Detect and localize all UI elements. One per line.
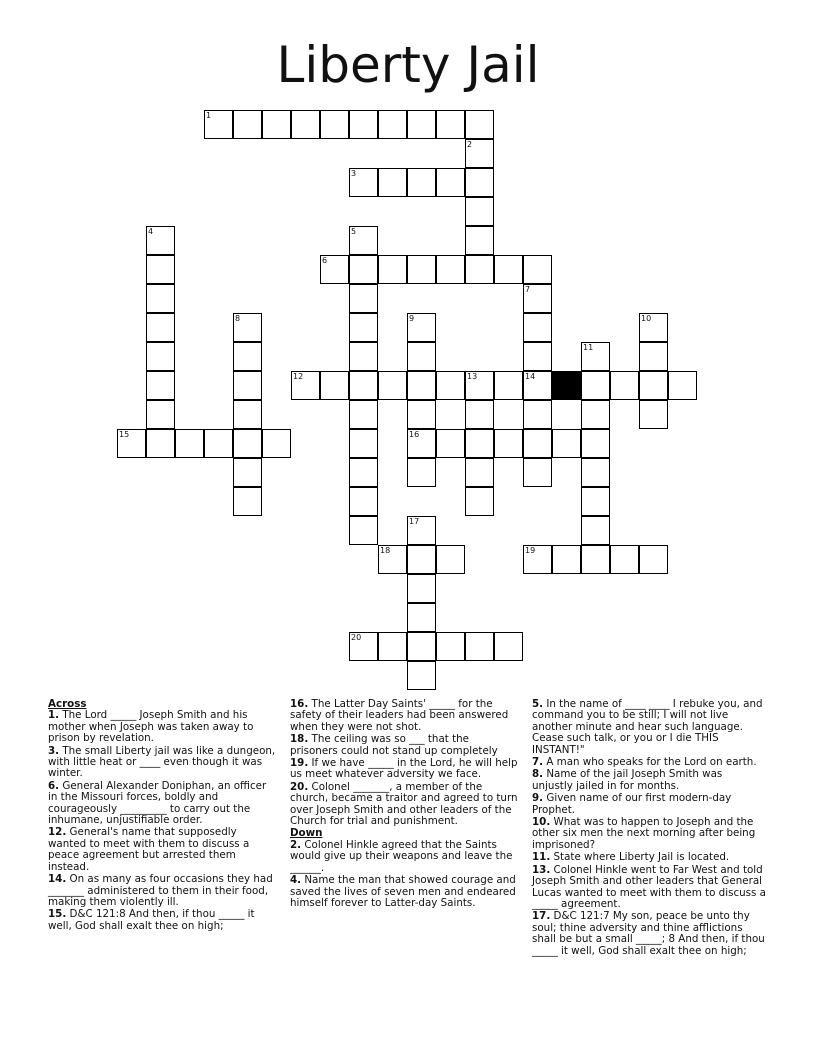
- across-clue-list: [48, 710, 276, 932]
- clue-text: D&C 121:8 And then, if thou _____ it well, God shall exalt thee on high;: [48, 908, 255, 932]
- grid-cell[interactable]: [407, 255, 436, 284]
- clue-text: The Latter Day Saints' _____ for the safety of their leaders had been answered when they were not shot.: [290, 698, 509, 733]
- clue: [290, 699, 518, 733]
- grid-cell[interactable]: [436, 110, 465, 139]
- grid-cell[interactable]: [523, 342, 552, 371]
- clue: [532, 769, 766, 792]
- grid-cell[interactable]: [639, 400, 668, 429]
- grid-cell[interactable]: [349, 284, 378, 313]
- clue: [532, 911, 766, 957]
- clue-number: 19: [525, 546, 536, 555]
- grid-cell[interactable]: [552, 429, 581, 458]
- grid-cell[interactable]: [639, 545, 668, 574]
- clue: [290, 875, 518, 909]
- grid-cell[interactable]: [436, 632, 465, 661]
- clue: [48, 874, 276, 908]
- grid-cell[interactable]: [581, 516, 610, 545]
- clue: [48, 909, 276, 932]
- clue-number: 7.: [532, 756, 544, 769]
- grid-cell[interactable]: [523, 371, 552, 400]
- clue-number: 3.: [48, 744, 60, 757]
- clue-number: 18: [380, 546, 391, 555]
- clue-text: The small Liberty jail was like a dungeon, with little heat or ____ even though it was winter.: [48, 744, 276, 780]
- grid-cell[interactable]: [378, 255, 407, 284]
- puzzle-title: Liberty Jail: [276, 36, 540, 94]
- down-clue-list-continued: [532, 699, 766, 957]
- grid-cell[interactable]: [320, 371, 349, 400]
- grid-cell[interactable]: [639, 342, 668, 371]
- grid-cell[interactable]: [378, 110, 407, 139]
- grid-cell[interactable]: [233, 400, 262, 429]
- grid-cell[interactable]: [146, 255, 175, 284]
- clue-number: 18.: [290, 733, 309, 746]
- grid-cell[interactable]: [175, 429, 204, 458]
- clue-number: 8: [235, 314, 241, 323]
- grid-cell[interactable]: [639, 313, 668, 342]
- clue: [532, 865, 766, 911]
- grid-cell[interactable]: [117, 429, 146, 458]
- grid-cell[interactable]: [378, 371, 407, 400]
- grid-cell[interactable]: [146, 284, 175, 313]
- clue: [532, 793, 766, 816]
- grid-cell[interactable]: [407, 110, 436, 139]
- clue-text: General Alexander Doniphan, an officer in the Missouri forces, boldly and courageously _________ to carry out the inhumane, unjustifiable order.: [48, 779, 267, 827]
- clue-number: 15: [119, 430, 130, 439]
- clue-text: Name of the jail Joseph Smith was unjustly jailed in for months.: [532, 768, 723, 792]
- grid-cell[interactable]: [465, 168, 494, 197]
- grid-cell[interactable]: [581, 429, 610, 458]
- grid-cell[interactable]: [465, 632, 494, 661]
- black-cell: [552, 371, 581, 400]
- grid-cell[interactable]: [523, 429, 552, 458]
- grid-cell[interactable]: [349, 429, 378, 458]
- clue: [532, 757, 766, 768]
- grid-cell[interactable]: [146, 400, 175, 429]
- grid-cell[interactable]: [349, 632, 378, 661]
- clue: [532, 852, 766, 863]
- grid-cell[interactable]: [407, 342, 436, 371]
- clue-number: 7: [525, 285, 531, 294]
- clue: [290, 782, 518, 828]
- grid-cell[interactable]: [233, 429, 262, 458]
- grid-cell[interactable]: [146, 226, 175, 255]
- grid-cell[interactable]: [407, 168, 436, 197]
- clue: [290, 734, 518, 757]
- grid-cell[interactable]: [465, 255, 494, 284]
- clue-number: 13.: [532, 863, 551, 876]
- grid-cell[interactable]: [436, 545, 465, 574]
- grid-cell[interactable]: [407, 574, 436, 603]
- clues-column-2: [290, 699, 518, 910]
- grid-cell[interactable]: [320, 110, 349, 139]
- grid-cell[interactable]: [407, 545, 436, 574]
- grid-cell[interactable]: [233, 313, 262, 342]
- grid-cell[interactable]: [436, 255, 465, 284]
- grid-cell[interactable]: [494, 255, 523, 284]
- grid-cell[interactable]: [581, 545, 610, 574]
- grid-cell[interactable]: [146, 342, 175, 371]
- grid-cell[interactable]: [291, 110, 320, 139]
- grid-cell[interactable]: [668, 371, 697, 400]
- grid-cell[interactable]: [262, 110, 291, 139]
- grid-cell[interactable]: [465, 487, 494, 516]
- clue-number: 6.: [48, 779, 60, 792]
- grid-cell[interactable]: [465, 226, 494, 255]
- grid-cell[interactable]: [407, 458, 436, 487]
- clue-number: 4: [148, 227, 154, 236]
- grid-cell[interactable]: [552, 545, 581, 574]
- clue-text: Colonel Hinkle went to Far West and told Joseph Smith and other leaders that General Lucas wanted to meet with them to discuss a _____ agreement.: [532, 863, 766, 910]
- grid-cell[interactable]: [349, 313, 378, 342]
- grid-cell[interactable]: [436, 371, 465, 400]
- grid-cell[interactable]: [465, 371, 494, 400]
- grid-cell[interactable]: [523, 313, 552, 342]
- grid-cell[interactable]: [349, 168, 378, 197]
- clue-number: 9: [409, 314, 415, 323]
- clue-number: 12.: [48, 826, 67, 839]
- clue-number: 20.: [290, 780, 309, 793]
- clue-number: 4.: [290, 874, 302, 887]
- clue-number: 16.: [290, 698, 309, 710]
- clue-number: 13: [467, 372, 478, 381]
- clue-number: 14.: [48, 873, 67, 886]
- clue-text: Given name of our first modern-day Prophet.: [532, 792, 732, 816]
- grid-cell[interactable]: [610, 371, 639, 400]
- grid-cell[interactable]: [523, 255, 552, 284]
- clue-number: 5: [351, 227, 357, 236]
- clue: [48, 746, 276, 780]
- clue-number: 20: [351, 633, 362, 642]
- grid-cell[interactable]: [349, 458, 378, 487]
- grid-cell[interactable]: [378, 632, 407, 661]
- clue: [532, 699, 766, 756]
- clue-number: 14: [525, 372, 536, 381]
- grid-cell[interactable]: [581, 371, 610, 400]
- grid-cell[interactable]: [436, 429, 465, 458]
- grid-cell[interactable]: [523, 545, 552, 574]
- grid-cell[interactable]: [581, 458, 610, 487]
- grid-cell[interactable]: [349, 110, 378, 139]
- clue-number: 1: [206, 111, 212, 120]
- clue: [48, 781, 276, 827]
- grid-cell[interactable]: [639, 371, 668, 400]
- clue-number: 2: [467, 140, 473, 149]
- grid-cell[interactable]: [581, 487, 610, 516]
- grid-cell[interactable]: [494, 632, 523, 661]
- down-header: Down: [290, 827, 323, 840]
- clue-text: General's name that supposedly wanted to meet with them to discuss a peace agreement but arrested them instead.: [48, 826, 250, 873]
- clue-text: State where Liberty Jail is located.: [550, 851, 730, 864]
- grid-cell[interactable]: [233, 487, 262, 516]
- grid-cell[interactable]: [204, 429, 233, 458]
- grid-cell[interactable]: [262, 429, 291, 458]
- clue-text: The ceiling was so ___ that the prisoners could not stand up completely: [290, 733, 498, 757]
- across-header: Across: [48, 698, 87, 710]
- clue-number: 6: [322, 256, 328, 265]
- grid-cell[interactable]: [407, 516, 436, 545]
- grid-cell[interactable]: [233, 342, 262, 371]
- clue-number: 5.: [532, 698, 544, 710]
- clue: [48, 710, 276, 744]
- grid-cell[interactable]: [465, 429, 494, 458]
- clue-number: 16: [409, 430, 420, 439]
- grid-cell[interactable]: [407, 371, 436, 400]
- grid-cell[interactable]: [407, 313, 436, 342]
- grid-cell[interactable]: [523, 458, 552, 487]
- clue-text: A man who speaks for the Lord on earth.: [543, 756, 757, 769]
- grid-cell[interactable]: [407, 400, 436, 429]
- grid-cell[interactable]: [233, 371, 262, 400]
- grid-cell[interactable]: [349, 371, 378, 400]
- grid-cell[interactable]: [291, 371, 320, 400]
- clue-number: 17: [409, 517, 420, 526]
- clue-text: Name the man that showed courage and saved the lives of seven men and endeared himself forever to Latter-day Saints.: [290, 874, 516, 909]
- down-clue-list: [290, 840, 518, 909]
- grid-cell[interactable]: [320, 255, 349, 284]
- grid-cell[interactable]: [349, 255, 378, 284]
- clue-number: 11.: [532, 851, 551, 864]
- grid-cell[interactable]: [494, 371, 523, 400]
- clue-number: 19.: [290, 757, 309, 770]
- grid-cell[interactable]: [146, 429, 175, 458]
- grid-cell[interactable]: [349, 516, 378, 545]
- clue-number: 9.: [532, 792, 544, 805]
- grid-cell[interactable]: [465, 458, 494, 487]
- grid-cell[interactable]: [378, 168, 407, 197]
- clue-text: The Lord _____ Joseph Smith and his mother when Joseph was taken away to prison by revelation.: [48, 709, 254, 745]
- grid-cell[interactable]: [349, 487, 378, 516]
- clue-number: 10.: [532, 816, 551, 829]
- clue-text: In the name of ____ ____ I rebuke you, and command you to be still; I will not live another minute and hear such language. Cease such talk, or you or I die THIS INSTANT!": [532, 698, 763, 756]
- clue-text: Colonel _______, a member of the church, became a traitor and agreed to turn over Joseph Smith and other leaders of the Church for trial and punishment.: [290, 780, 518, 828]
- grid-cell[interactable]: [349, 342, 378, 371]
- clue-text: Colonel Hinkle agreed that the Saints would give up their weapons and leave the ______.: [290, 838, 513, 874]
- clue-number: 3: [351, 169, 357, 178]
- clue-number: 15.: [48, 908, 67, 921]
- grid-cell[interactable]: [494, 429, 523, 458]
- grid-cell[interactable]: [146, 371, 175, 400]
- grid-cell[interactable]: [349, 226, 378, 255]
- grid-cell[interactable]: [465, 110, 494, 139]
- clue-number: 2.: [290, 838, 302, 851]
- clues-column-1: [48, 699, 276, 933]
- clue-number: 8.: [532, 768, 544, 781]
- grid-cell[interactable]: [465, 400, 494, 429]
- grid-cell[interactable]: [436, 168, 465, 197]
- grid-cell[interactable]: [407, 429, 436, 458]
- grid-cell[interactable]: [407, 603, 436, 632]
- clue-text: On as many as four occasions they had _______ administered to them in their food, making them violently ill.: [48, 873, 273, 908]
- grid-cell[interactable]: [349, 400, 378, 429]
- grid-cell[interactable]: [146, 313, 175, 342]
- clue-text: D&C 121:7 My son, peace be unto thy soul; thine adversity and thine afflictions shall be but a small _____; 8 And then, if thou _____ it well, God shall exalt thee on high;: [532, 910, 765, 957]
- grid-cell[interactable]: [233, 458, 262, 487]
- clue: [48, 827, 276, 873]
- grid-cell[interactable]: [407, 661, 436, 690]
- clue-number: 10: [641, 314, 652, 323]
- grid-cell[interactable]: [465, 197, 494, 226]
- clue: [532, 817, 766, 851]
- grid-cell[interactable]: [378, 545, 407, 574]
- across-clue-list-continued: [290, 699, 518, 827]
- grid-cell[interactable]: [581, 342, 610, 371]
- grid-cell[interactable]: [233, 110, 262, 139]
- clue: [290, 840, 518, 874]
- clue-number: 17.: [532, 910, 551, 923]
- grid-cell[interactable]: [204, 110, 233, 139]
- grid-cell[interactable]: [610, 545, 639, 574]
- clue-number: 12: [293, 372, 304, 381]
- grid-cell[interactable]: [523, 400, 552, 429]
- clue-number: 11: [583, 343, 594, 352]
- grid-cell[interactable]: [407, 632, 436, 661]
- grid-cell[interactable]: [465, 139, 494, 168]
- clue-text: If we have _____ in the Lord, he will help us meet whatever adversity we face.: [290, 757, 518, 781]
- grid-cell[interactable]: [581, 400, 610, 429]
- clue-text: What was to happen to Joseph and the other six men the next morning after being imprisoned?: [532, 816, 756, 851]
- grid-cell[interactable]: [523, 284, 552, 313]
- clue: [290, 758, 518, 781]
- clue-number: 1.: [48, 709, 60, 722]
- clues-column-3: [532, 699, 766, 958]
